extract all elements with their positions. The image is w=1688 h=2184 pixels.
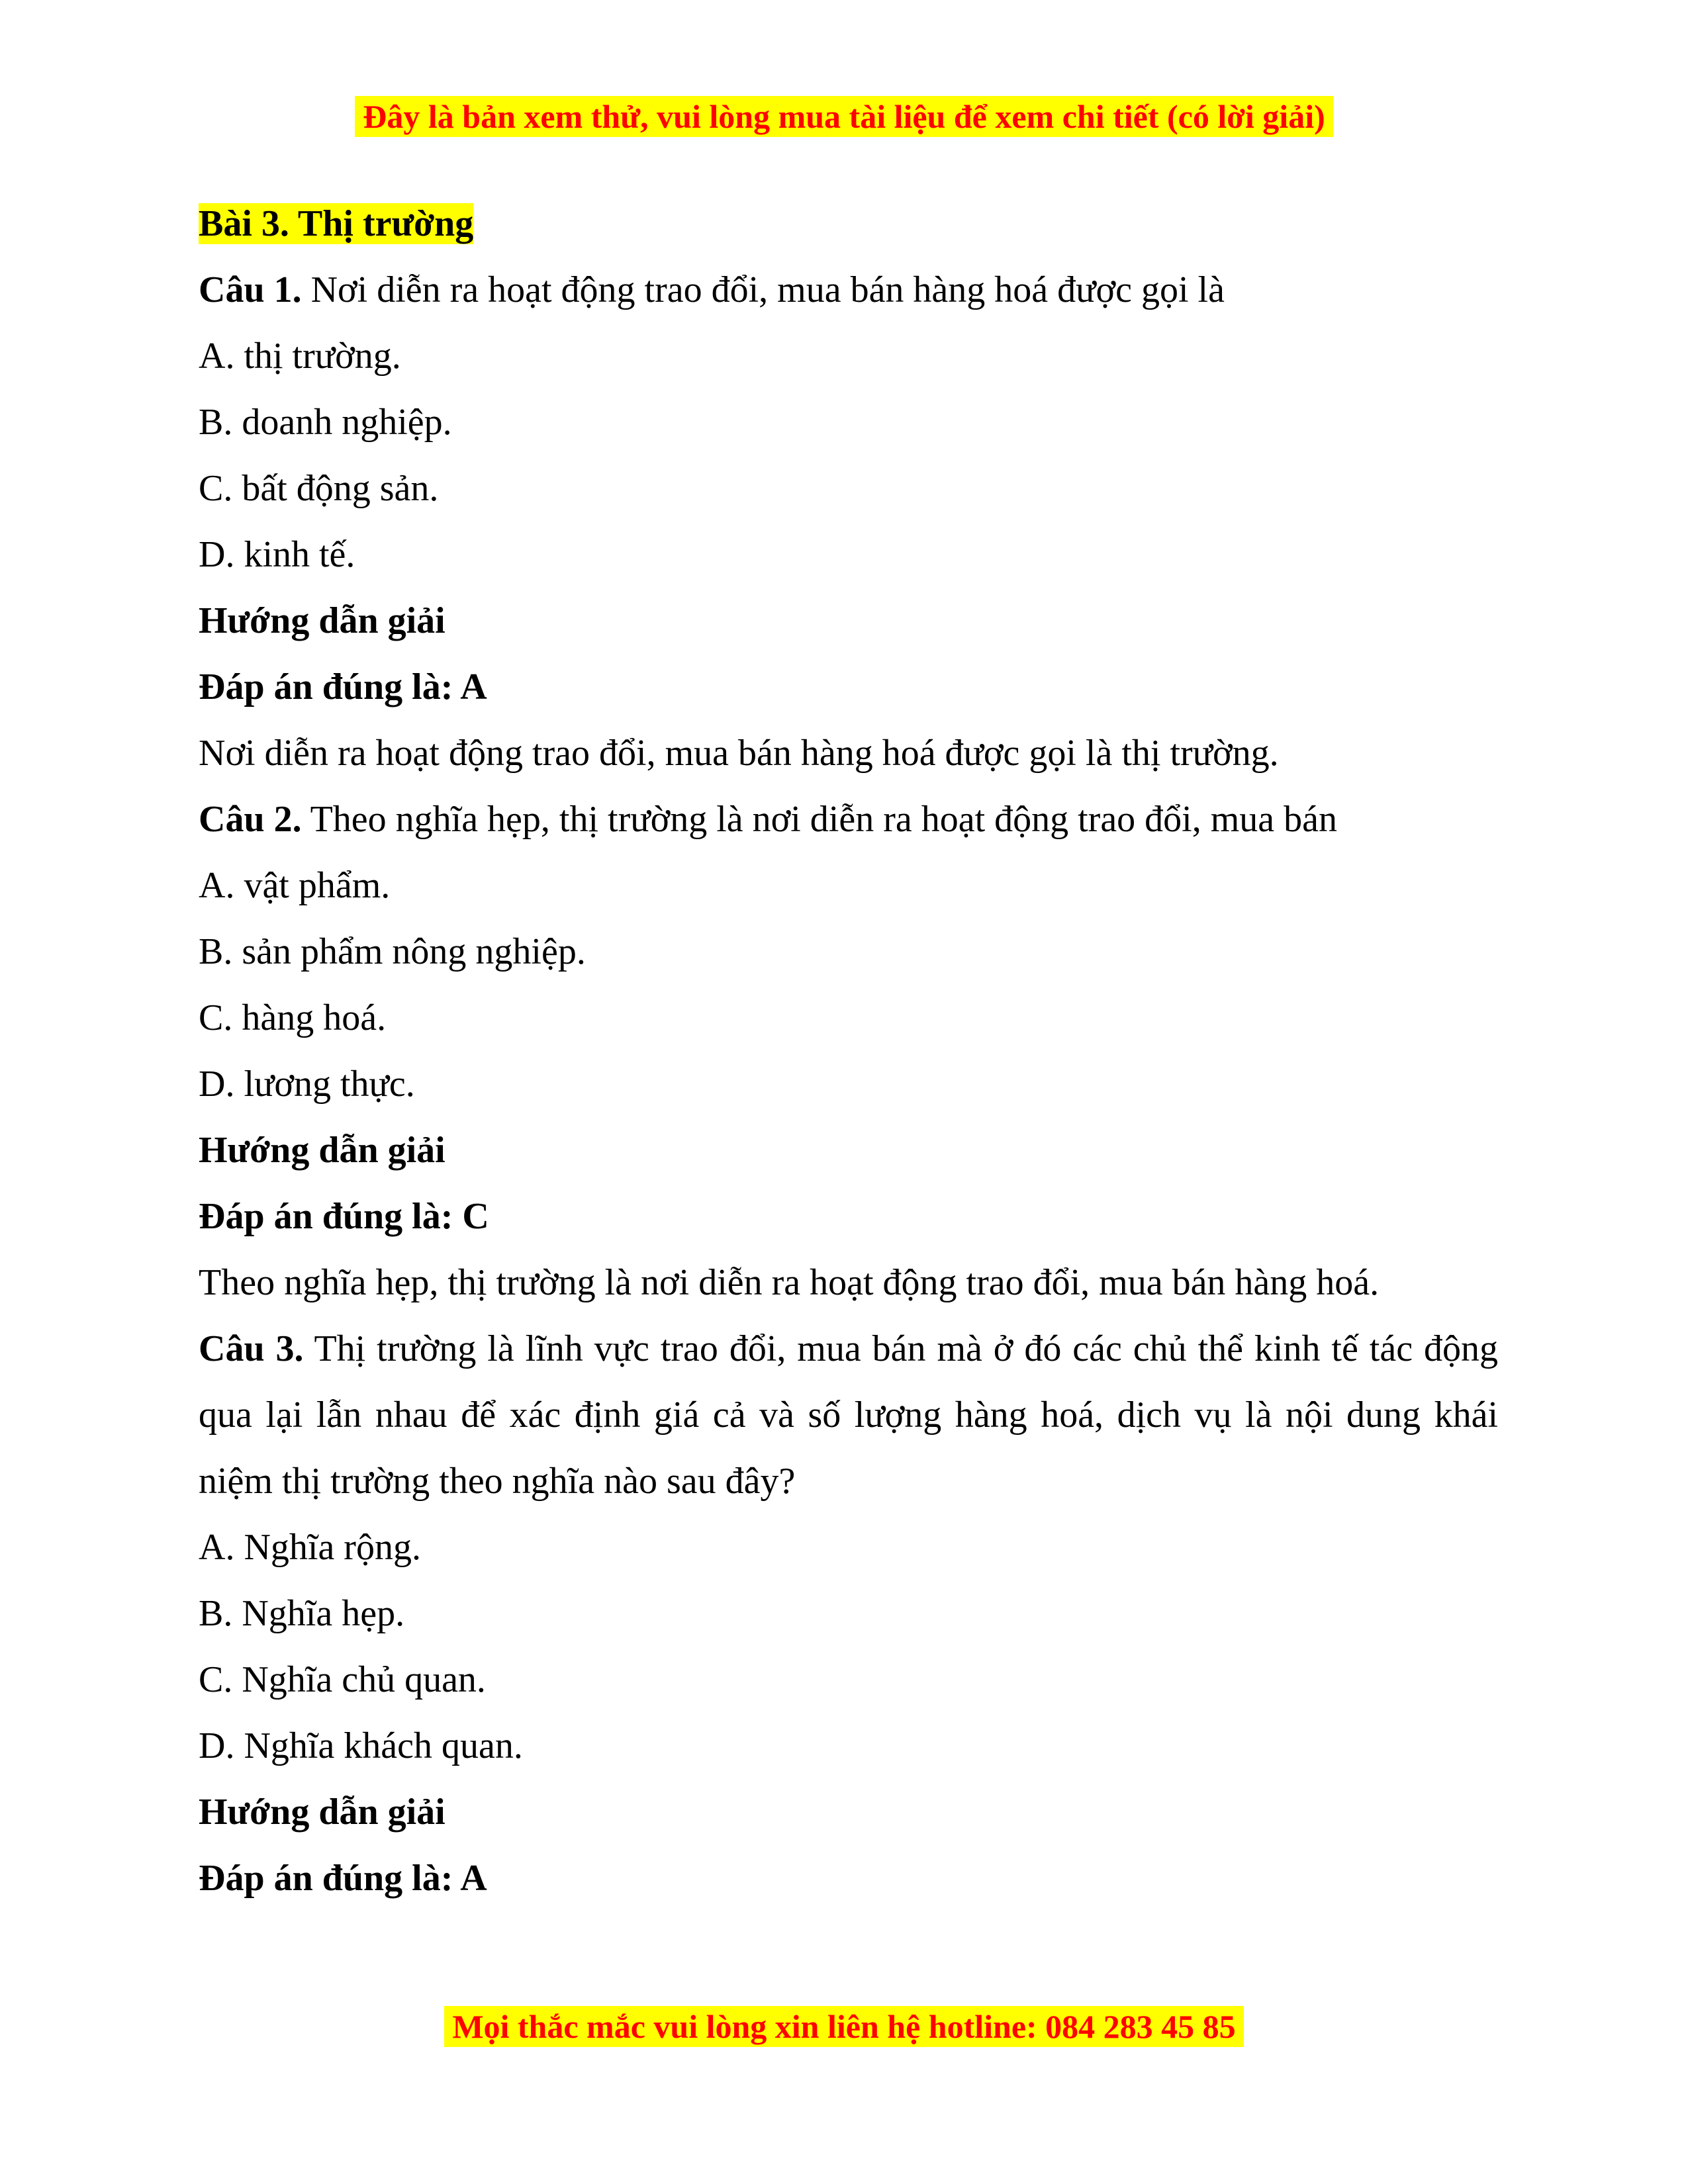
answer-option: C. bất động sản. bbox=[199, 468, 439, 509]
answer-option: D. Nghĩa khách quan. bbox=[199, 1725, 523, 1766]
answer-option: B. sản phẩm nông nghiệp. bbox=[199, 931, 586, 972]
question-text: Theo nghĩa hẹp, thị trường là nơi diễn ra hoạt động trao đổi, mua bán bbox=[301, 799, 1338, 840]
guide-heading: Hướng dẫn giải bbox=[199, 600, 445, 641]
explanation-text: Theo nghĩa hẹp, thị trường là nơi diễn ra hoạt động trao đổi, mua bán hàng hoá. bbox=[199, 1262, 1380, 1303]
guide-heading: Hướng dẫn giải bbox=[199, 1792, 445, 1833]
answer-option: A. thị trường. bbox=[199, 336, 401, 377]
question-line bbox=[199, 1316, 1498, 1514]
correct-answer-line: Đáp án đúng là: C bbox=[199, 1196, 489, 1237]
answer-option: D. lương thực. bbox=[199, 1064, 415, 1105]
preview-notice-banner bbox=[0, 95, 1688, 138]
answer-option: A. vật phẩm. bbox=[199, 865, 391, 906]
lesson-title-line bbox=[199, 191, 1498, 257]
question-line bbox=[199, 786, 1498, 852]
question-text: Thị trường là lĩnh vực trao đổi, mua bán mà ở đó các chủ thể kinh tế tác động qua lại lẫn nhau để xác định giá cả và số lượng hàng hoá, dịch vụ là nội dung khái niệm thị trường theo nghĩa nào sau đây? bbox=[199, 1328, 1498, 1502]
question-label: Câu 2. bbox=[199, 799, 302, 840]
question-label: Câu 1. bbox=[199, 269, 302, 310]
lesson-title: Bài 3. Thị trường bbox=[199, 203, 474, 244]
preview-notice-text: Đây là bản xem thử, vui lòng mua tài liệu để xem chi tiết (có lời giải) bbox=[355, 96, 1333, 137]
answer-option: B. Nghĩa hẹp. bbox=[199, 1593, 405, 1634]
explanation-text: Nơi diễn ra hoạt động trao đổi, mua bán hàng hoá được gọi là thị trường. bbox=[199, 733, 1279, 774]
answer-option: A. Nghĩa rộng. bbox=[199, 1527, 421, 1568]
correct-answer-line: Đáp án đúng là: A bbox=[199, 1858, 487, 1899]
answer-option: C. hàng hoá. bbox=[199, 997, 387, 1038]
answer-option: B. doanh nghiệp. bbox=[199, 402, 452, 443]
guide-heading: Hướng dẫn giải bbox=[199, 1130, 445, 1171]
question-text: Nơi diễn ra hoạt động trao đổi, mua bán hàng hoá được gọi là bbox=[301, 269, 1225, 310]
answer-option: C. Nghĩa chủ quan. bbox=[199, 1659, 486, 1700]
answer-option: D. kinh tế. bbox=[199, 534, 355, 575]
question-line bbox=[199, 257, 1498, 323]
document-body bbox=[199, 191, 1498, 1911]
question-label: Câu 3. bbox=[199, 1328, 304, 1369]
hotline-banner bbox=[0, 2005, 1688, 2048]
hotline-text: Mọi thắc mắc vui lòng xin liên hệ hotline: 084 283 45 85 bbox=[444, 2006, 1243, 2047]
correct-answer-line: Đáp án đúng là: A bbox=[199, 666, 487, 707]
